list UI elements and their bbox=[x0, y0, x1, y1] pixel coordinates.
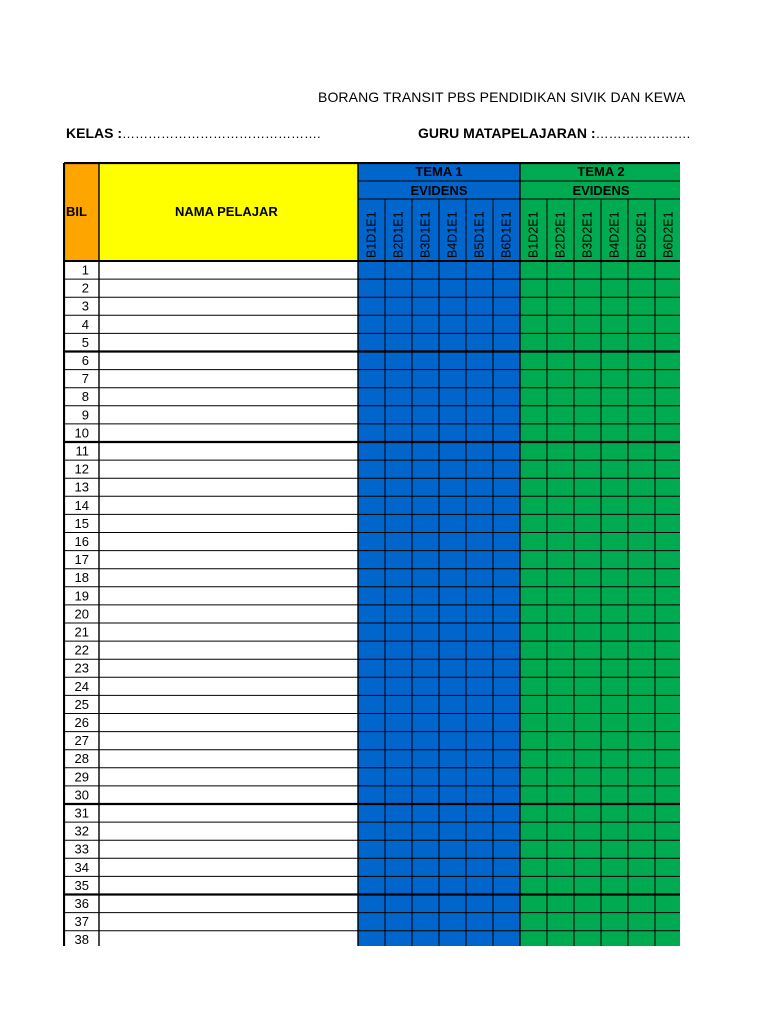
row-number: 2 bbox=[81, 280, 89, 296]
row-number: 9 bbox=[81, 407, 89, 423]
transit-form-table bbox=[63, 162, 680, 946]
row-number: 38 bbox=[74, 932, 89, 946]
nama-pelajar-cell[interactable] bbox=[100, 696, 357, 713]
row-number: 35 bbox=[74, 877, 89, 893]
nama-pelajar-cell[interactable] bbox=[100, 316, 357, 333]
evidens-column-label: B2D1E1 bbox=[391, 211, 406, 258]
nama-pelajar-cell[interactable] bbox=[100, 751, 357, 768]
guru-blank[interactable]: …………………. bbox=[595, 126, 691, 141]
nama-pelajar-cell[interactable] bbox=[100, 895, 357, 912]
row-number: 12 bbox=[74, 461, 89, 477]
nama-pelajar-cell[interactable] bbox=[100, 497, 357, 513]
kelas-blank[interactable]: ………………………………………. bbox=[122, 126, 321, 141]
nama-pelajar-cell[interactable] bbox=[100, 588, 357, 605]
row-number: 28 bbox=[74, 751, 89, 767]
nama-pelajar-cell[interactable] bbox=[100, 805, 357, 822]
nama-pelajar-cell[interactable] bbox=[100, 298, 357, 315]
nama-pelajar-cell[interactable] bbox=[100, 533, 357, 550]
row-number: 4 bbox=[81, 316, 89, 332]
nama-pelajar-cell[interactable] bbox=[100, 859, 357, 876]
row-number: 21 bbox=[74, 624, 89, 640]
row-number: 37 bbox=[74, 914, 89, 930]
evidens-column-label: B6D2E1 bbox=[661, 211, 676, 258]
tema-2-label: TEMA 2 bbox=[577, 164, 625, 179]
row-number: 11 bbox=[75, 443, 89, 459]
row-number: 13 bbox=[74, 479, 89, 495]
nama-header-label: NAMA PELAJAR bbox=[175, 204, 278, 219]
evidens-column-label: B4D2E1 bbox=[607, 211, 622, 258]
guru-label: GURU MATAPELAJARAN : bbox=[418, 125, 596, 141]
evidens-column-label: B1D1E1 bbox=[364, 211, 379, 258]
row-number: 19 bbox=[74, 588, 89, 604]
nama-pelajar-cell[interactable] bbox=[100, 823, 357, 840]
row-number: 33 bbox=[74, 841, 89, 857]
row-number: 29 bbox=[74, 769, 89, 785]
nama-pelajar-cell[interactable] bbox=[100, 352, 357, 369]
nama-pelajar-cell[interactable] bbox=[100, 660, 357, 677]
row-number: 24 bbox=[74, 678, 89, 694]
guru-field bbox=[418, 125, 690, 141]
tema-1-label: TEMA 1 bbox=[415, 164, 463, 179]
nama-pelajar-cell[interactable] bbox=[100, 841, 357, 858]
nama-pelajar-cell[interactable] bbox=[100, 732, 357, 749]
nama-pelajar-cell[interactable] bbox=[100, 570, 357, 587]
row-number: 34 bbox=[74, 859, 89, 875]
row-number: 1 bbox=[81, 262, 89, 278]
nama-pelajar-cell[interactable] bbox=[100, 606, 357, 623]
evidens-column-label: B6D1E1 bbox=[499, 211, 514, 258]
row-number: 27 bbox=[74, 733, 89, 749]
nama-pelajar-cell[interactable] bbox=[100, 334, 357, 351]
nama-pelajar-cell[interactable] bbox=[100, 262, 357, 279]
document-title: BORANG TRANSIT PBS PENDIDIKAN SIVIK DAN KEWA bbox=[318, 89, 686, 105]
nama-pelajar-cell[interactable] bbox=[100, 515, 357, 532]
nama-pelajar-cell[interactable] bbox=[100, 932, 357, 947]
nama-pelajar-cell[interactable] bbox=[100, 389, 357, 406]
nama-pelajar-cell[interactable] bbox=[100, 370, 357, 387]
row-number: 10 bbox=[74, 425, 89, 441]
nama-pelajar-cell[interactable] bbox=[100, 425, 357, 442]
evidens-1-label: EVIDENS bbox=[410, 183, 468, 198]
nama-pelajar-cell[interactable] bbox=[100, 877, 357, 894]
row-number: 16 bbox=[74, 534, 89, 549]
evidens-column-label: B5D2E1 bbox=[634, 211, 649, 258]
row-number: 6 bbox=[81, 353, 89, 368]
nama-pelajar-cell[interactable] bbox=[100, 678, 357, 695]
row-number: 20 bbox=[74, 606, 89, 622]
nama-pelajar-cell[interactable] bbox=[100, 913, 357, 930]
row-number: 8 bbox=[81, 389, 89, 405]
nama-pelajar-cell[interactable] bbox=[100, 280, 357, 297]
row-number: 3 bbox=[81, 298, 89, 314]
row-number: 26 bbox=[74, 715, 89, 730]
evidens-column-label: B1D2E1 bbox=[526, 211, 541, 258]
nama-pelajar-cell[interactable] bbox=[100, 443, 357, 460]
nama-pelajar-cell[interactable] bbox=[100, 551, 357, 568]
nama-pelajar-cell[interactable] bbox=[100, 769, 357, 786]
tema-2-column-block bbox=[520, 163, 680, 946]
row-number: 23 bbox=[74, 660, 89, 676]
nama-pelajar-cell[interactable] bbox=[100, 479, 357, 496]
nama-pelajar-cell[interactable] bbox=[100, 642, 357, 659]
row-number: 17 bbox=[74, 552, 89, 568]
row-number: 31 bbox=[74, 805, 89, 821]
row-number: 14 bbox=[74, 497, 89, 513]
row-number: 7 bbox=[81, 371, 89, 387]
evidens-column-label: B3D2E1 bbox=[580, 211, 595, 258]
row-number: 22 bbox=[74, 642, 89, 658]
row-number: 18 bbox=[74, 570, 89, 586]
bil-header-label: BIL bbox=[66, 204, 87, 219]
row-number: 36 bbox=[74, 896, 89, 911]
row-number: 5 bbox=[81, 334, 89, 350]
row-number: 25 bbox=[74, 696, 89, 712]
evidens-column-label: B5D1E1 bbox=[472, 211, 487, 258]
table-grid bbox=[63, 162, 680, 946]
nama-pelajar-cell[interactable] bbox=[100, 407, 357, 424]
evidens-column-label: B2D2E1 bbox=[553, 211, 568, 258]
evidens-column-label: B3D1E1 bbox=[418, 211, 433, 258]
row-number: 15 bbox=[74, 515, 89, 531]
row-number: 32 bbox=[74, 823, 89, 839]
nama-pelajar-cell[interactable] bbox=[100, 714, 357, 731]
nama-pelajar-cell[interactable] bbox=[100, 624, 357, 641]
nama-pelajar-cell[interactable] bbox=[100, 461, 357, 478]
nama-pelajar-cell[interactable] bbox=[100, 787, 357, 804]
kelas-field bbox=[66, 125, 321, 141]
evidens-column-label: B4D1E1 bbox=[445, 211, 460, 258]
kelas-label: KELAS : bbox=[66, 125, 122, 141]
evidens-2-label: EVIDENS bbox=[572, 183, 630, 198]
row-number: 30 bbox=[74, 787, 89, 803]
